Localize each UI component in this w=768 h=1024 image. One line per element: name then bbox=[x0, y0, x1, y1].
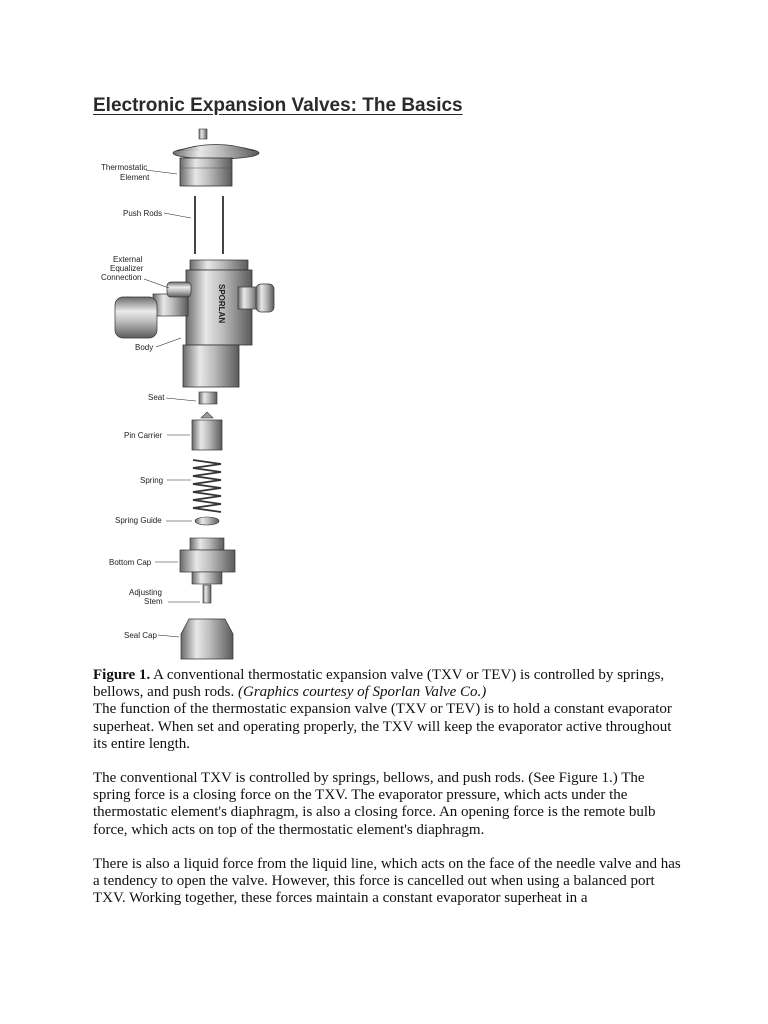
brand-text: SPORLAN bbox=[217, 284, 226, 324]
spring-guide-part bbox=[195, 517, 219, 525]
label-spring-guide: Spring Guide bbox=[115, 516, 162, 525]
figure-caption bbox=[93, 667, 683, 701]
label-spring: Spring bbox=[140, 476, 164, 485]
paragraph: The function of the thermostatic expansion valve (TXV or TEV) is to hold a constant evaporator superheat. When set and operating properly, the TXV will keep the evaporator active throughout its entire length. bbox=[93, 701, 672, 752]
page-title: Electronic Expansion Valves: The Basics bbox=[93, 95, 463, 116]
label-bottom-cap: Bottom Cap bbox=[109, 558, 152, 567]
figure-caption-credit: (Graphics courtesy of Sporlan Valve Co.) bbox=[238, 684, 487, 701]
label-external-equalizer-3: Connection bbox=[101, 273, 142, 282]
bottom-cap-part bbox=[180, 538, 235, 584]
figure-caption-text: A conventional thermostatic expansion valve (TXV or TEV) is controlled by springs, bellows, and push rods. bbox=[93, 667, 665, 701]
label-external-equalizer-2: Equalizer bbox=[110, 264, 144, 273]
pin-carrier-part bbox=[192, 412, 222, 450]
label-body: Body bbox=[135, 343, 154, 352]
push-rods-part bbox=[195, 196, 223, 254]
figure-caption-label: Figure 1. bbox=[93, 667, 151, 683]
adjusting-stem-part bbox=[203, 585, 211, 603]
label-external-equalizer-1: External bbox=[113, 255, 143, 264]
seal-cap-part bbox=[181, 619, 233, 659]
thermostatic-element-part bbox=[173, 129, 259, 186]
label-seat: Seat bbox=[148, 393, 165, 402]
label-thermostatic-element: Thermostatic bbox=[101, 163, 148, 172]
paragraph: The conventional TXV is controlled by springs, bellows, and push rods. (See Figure 1.) The spring force is a closing force on the TXV. The evaporator pressure, which acts under the thermostatic element's diaphragm, is also a closing force. An opening force is the remote bulb force, which acts on top of the thermostatic element's diaphragm. bbox=[93, 770, 656, 838]
label-adjusting-stem-2: Stem bbox=[144, 597, 163, 606]
label-seal-cap: Seal Cap bbox=[124, 631, 157, 640]
label-pin-carrier: Pin Carrier bbox=[124, 431, 163, 440]
seat-part bbox=[199, 392, 217, 404]
article-body bbox=[93, 667, 683, 907]
valve-diagram-svg bbox=[93, 124, 293, 664]
spring-part bbox=[193, 460, 221, 512]
label-push-rods: Push Rods bbox=[123, 209, 163, 218]
label-thermostatic-element-2: Element bbox=[120, 173, 150, 182]
label-adjusting-stem-1: Adjusting bbox=[129, 588, 162, 597]
valve-exploded-diagram bbox=[93, 124, 293, 664]
paragraph: There is also a liquid force from the liquid line, which acts on the face of the needle valve and has a tendency to open the valve. However, this force is cancelled out when using a balanced port TXV. Working together, these forces maintain a constant evaporator superheat in a bbox=[93, 855, 681, 907]
